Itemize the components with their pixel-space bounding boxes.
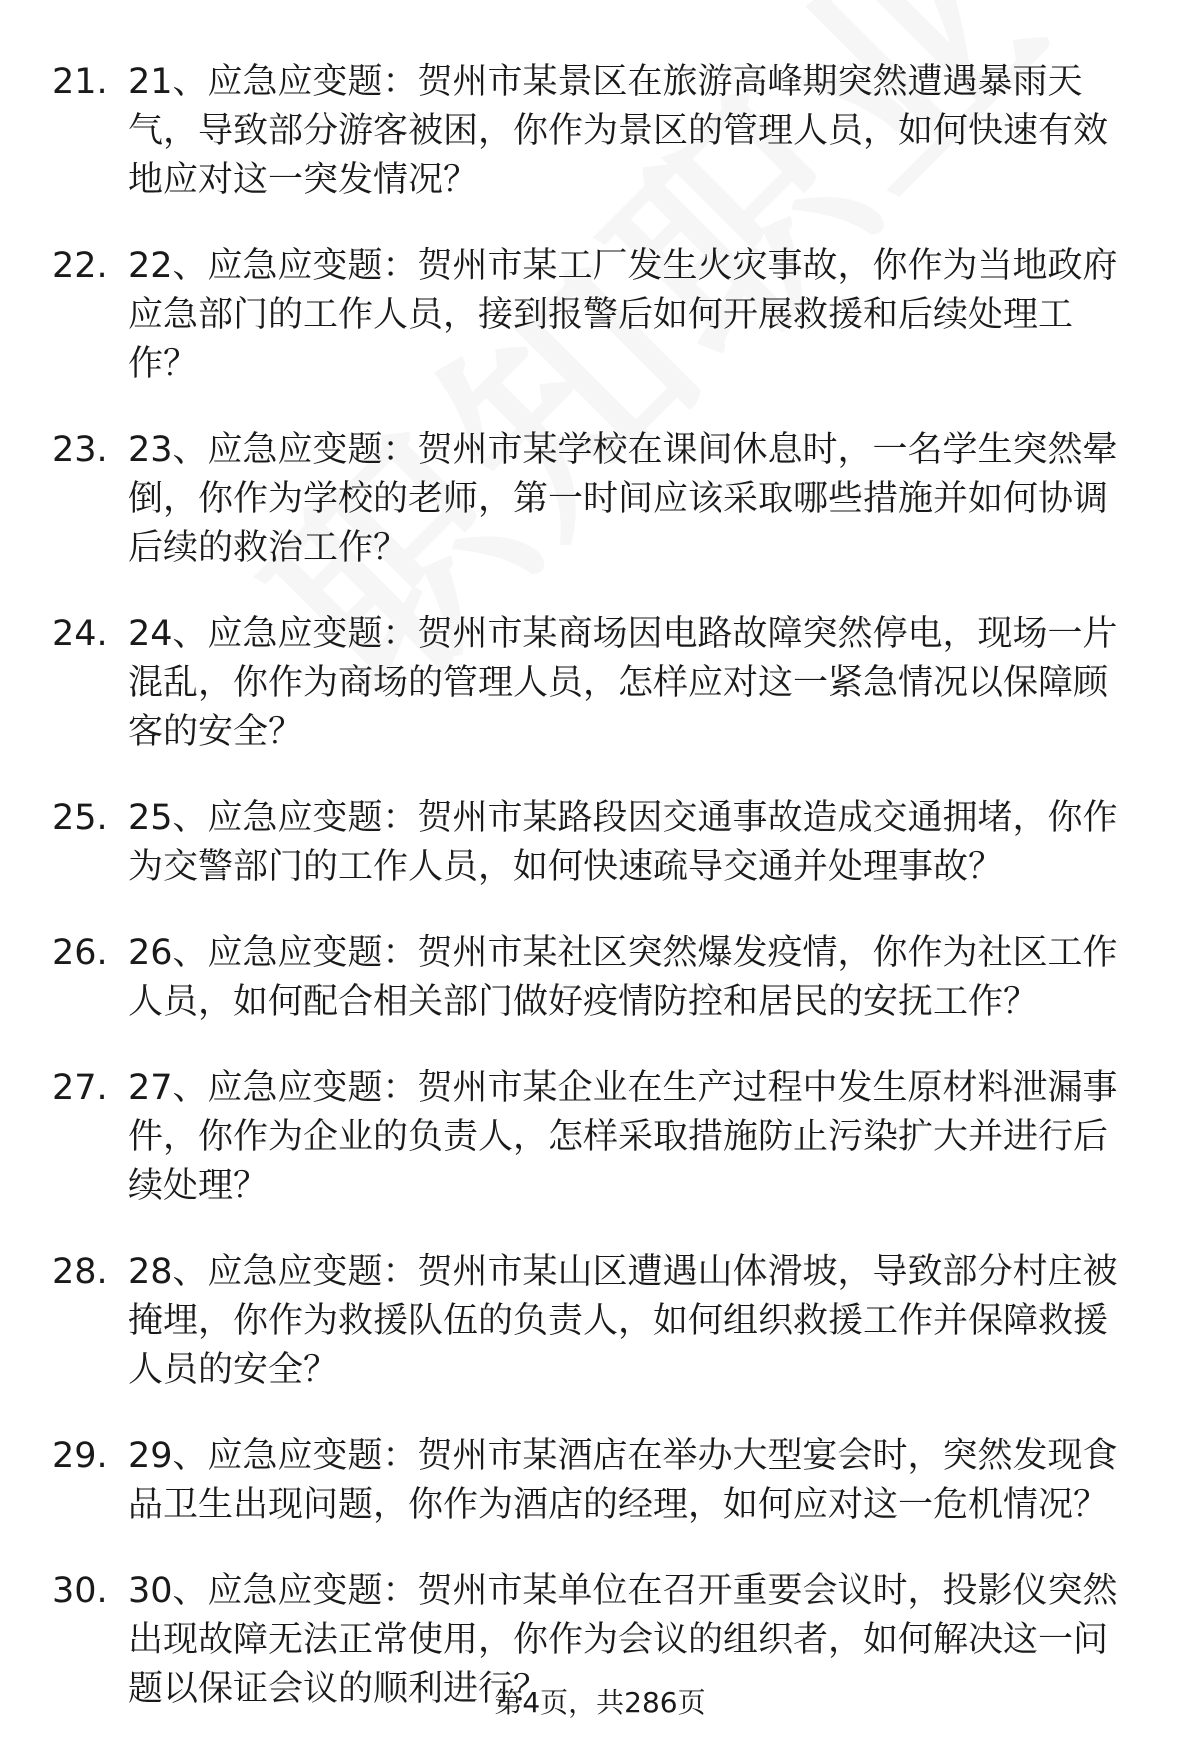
question-list	[0, 58, 1200, 1751]
question-text: 21、应急应变题：贺州市某景区在旅游高峰期突然遭遇暴雨天气，导致部分游客被困，你作为景区的管理人员，如何快速有效地应对这一突发情况？	[128, 62, 1109, 200]
question-number: 29.	[52, 1436, 108, 1476]
question-number: 28.	[52, 1252, 108, 1292]
question-number: 30.	[52, 1571, 108, 1611]
question-item	[0, 929, 1200, 1027]
question-item	[0, 1432, 1200, 1530]
question-item	[0, 1248, 1200, 1395]
question-text: 26、应急应变题：贺州市某社区突然爆发疫情，你作为社区工作人员，如何配合相关部门做好疫情防控和居民的安抚工作？	[128, 933, 1118, 1022]
question-number: 23.	[52, 430, 108, 470]
question-number: 25.	[52, 798, 108, 838]
question-text: 30、应急应变题：贺州市某单位在召开重要会议时，投影仪突然出现故障无法正常使用，你作为会议的组织者，如何解决这一问题以保证会议的顺利进行？	[128, 1571, 1118, 1709]
question-text: 24、应急应变题：贺州市某商场因电路故障突然停电，现场一片混乱，你作为商场的管理人员，怎样应对这一紧急情况以保障顾客的安全？	[128, 614, 1118, 752]
question-item	[0, 1064, 1200, 1211]
page-number-footer: 第4页，共286页	[494, 1686, 706, 1719]
question-text: 28、应急应变题：贺州市某山区遭遇山体滑坡，导致部分村庄被掩埋，你作为救援队伍的负责人，如何组织救援工作并保障救援人员的安全？	[128, 1252, 1118, 1390]
question-item	[0, 426, 1200, 573]
question-text: 23、应急应变题：贺州市某学校在课间休息时，一名学生突然晕倒，你作为学校的老师，第一时间应该采取哪些措施并如何协调后续的救治工作？	[128, 430, 1118, 568]
question-text: 29、应急应变题：贺州市某酒店在举办大型宴会时，突然发现食品卫生出现问题，你作为酒店的经理，如何应对这一危机情况？	[128, 1436, 1118, 1525]
question-number: 22.	[52, 246, 108, 286]
question-number: 27.	[52, 1068, 108, 1108]
question-item	[0, 242, 1200, 389]
question-number: 24.	[52, 614, 108, 654]
question-number: 26.	[52, 933, 108, 973]
question-item	[0, 610, 1200, 757]
question-item	[0, 794, 1200, 892]
question-item	[0, 58, 1200, 205]
question-text: 22、应急应变题：贺州市某工厂发生火灾事故，你作为当地政府应急部门的工作人员，接到报警后如何开展救援和后续处理工作？	[128, 246, 1118, 384]
question-text: 27、应急应变题：贺州市某企业在生产过程中发生原材料泄漏事件，你作为企业的负责人，怎样采取措施防止污染扩大并进行后续处理？	[128, 1068, 1118, 1206]
question-number: 21.	[52, 62, 108, 102]
question-text: 25、应急应变题：贺州市某路段因交通事故造成交通拥堵，你作为交警部门的工作人员，如何快速疏导交通并处理事故？	[128, 798, 1118, 887]
